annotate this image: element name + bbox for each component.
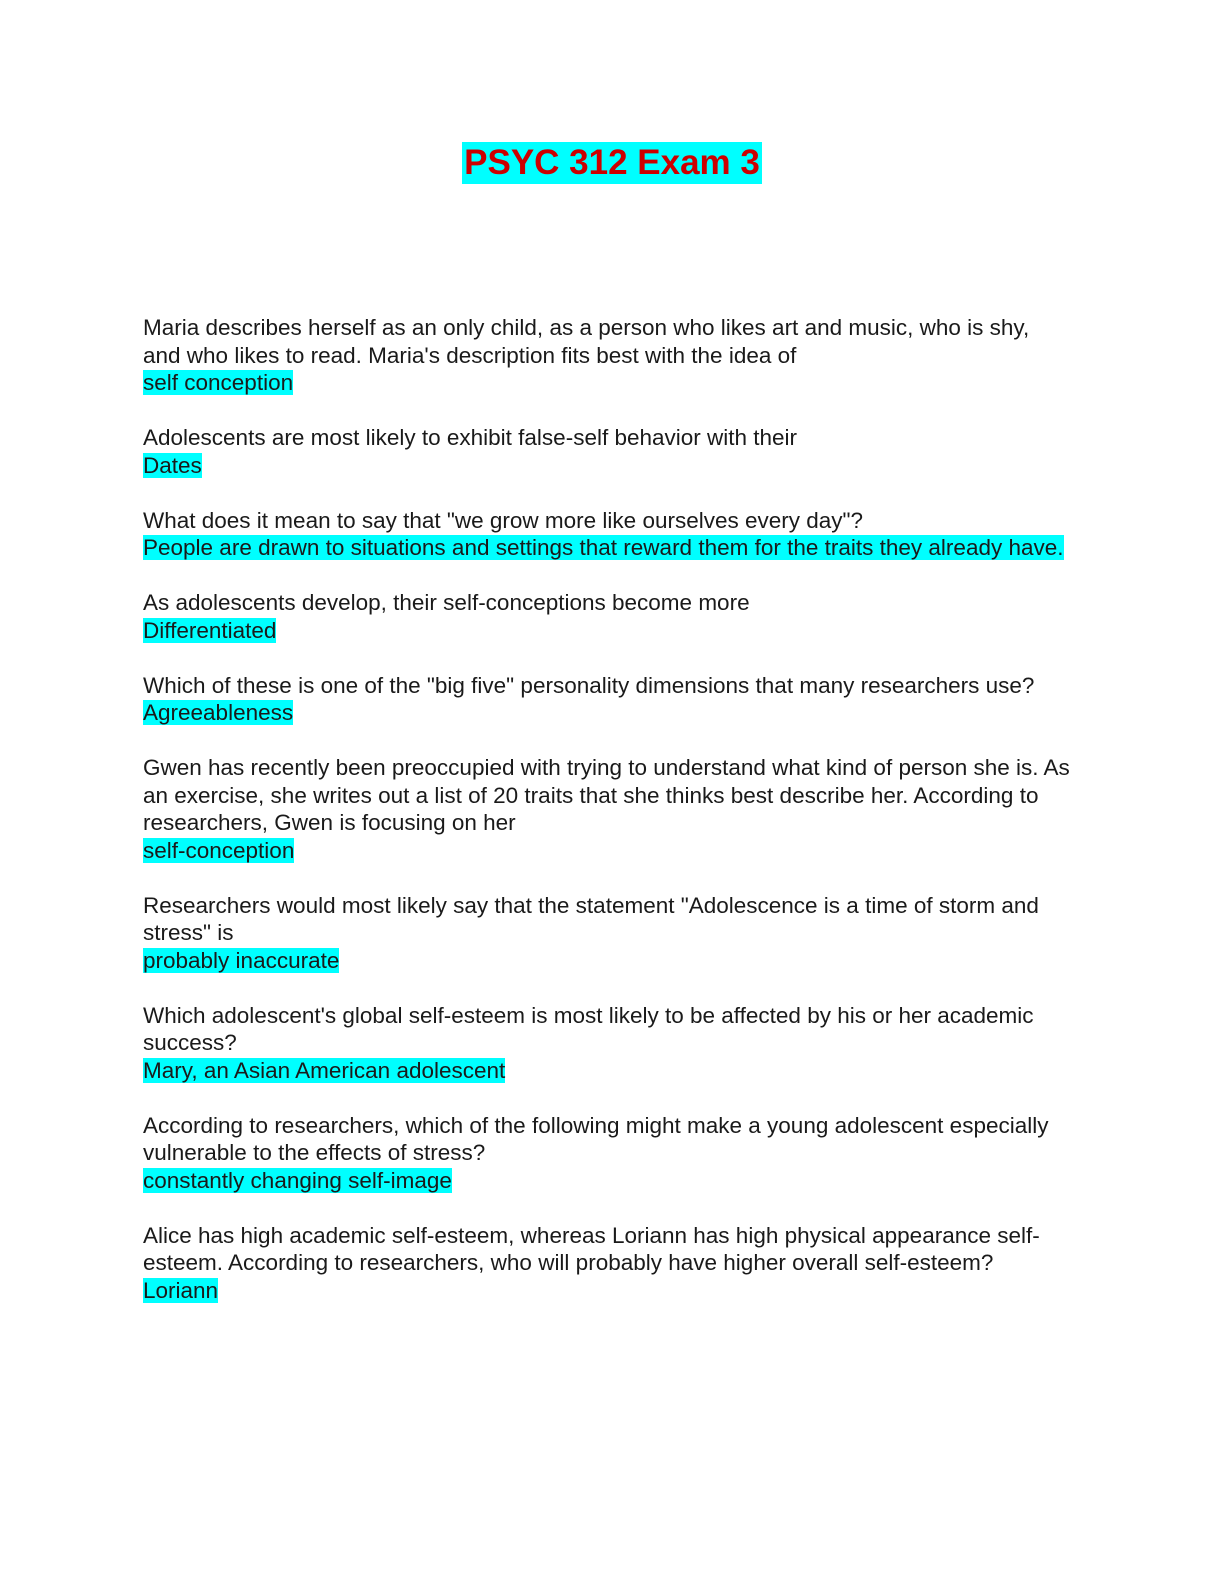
qa-item — [143, 892, 1073, 975]
answer-text: Dates — [143, 452, 202, 478]
qa-item — [143, 672, 1073, 727]
title-container — [0, 142, 1224, 184]
answer-text: probably inaccurate — [143, 947, 340, 973]
document-title: PSYC 312 Exam 3 — [464, 143, 760, 182]
answer-text: Agreeableness — [143, 700, 294, 725]
answer-text: People are drawn to situations and settings that reward them for the traits they already have. — [143, 535, 1064, 560]
qa-list — [143, 314, 1073, 1332]
answer-text: Differentiated — [143, 617, 277, 643]
question-text: According to researchers, which of the following might make a young adolescent especially vulnerable to the effects of stress? — [143, 1112, 1049, 1165]
question-text: Which adolescent's global self-esteem is most likely to be affected by his or her academic success? — [143, 1002, 1034, 1055]
question-text: Gwen has recently been preoccupied with trying to understand what kind of person she is. As an exercise, she writes out a list of 20 traits that she thinks best describe her. According to researchers, Gwen is focusing on her — [143, 755, 1070, 835]
question-text: Adolescents are most likely to exhibit false-self behavior with their — [143, 425, 798, 450]
qa-item — [143, 1222, 1073, 1305]
qa-item — [143, 424, 1073, 479]
qa-item — [143, 589, 1073, 644]
question-text: Researchers would most likely say that the statement "Adolescence is a time of storm and stress" is — [143, 892, 1039, 945]
qa-item — [143, 1112, 1073, 1195]
answer-text: Mary, an Asian American adolescent — [143, 1057, 506, 1083]
answer-text: self-conception — [143, 837, 295, 863]
answer-text: Loriann — [143, 1277, 219, 1303]
question-text: As adolescents develop, their self-conceptions become more — [143, 590, 750, 615]
question-text: What does it mean to say that "we grow more like ourselves every day"? — [143, 507, 864, 533]
qa-item — [143, 314, 1073, 397]
qa-item — [143, 1002, 1073, 1085]
qa-item — [143, 507, 1073, 562]
question-text: Alice has high academic self-esteem, whereas Loriann has high physical appearance self-esteem. According to researchers, who will probably have higher overall self-esteem? — [143, 1222, 1040, 1275]
qa-item — [143, 754, 1073, 864]
answer-text: constantly changing self-image — [143, 1167, 452, 1193]
question-text: Maria describes herself as an only child, as a person who likes art and music, who is shy, and who likes to read. Maria's description fits best with the idea of — [143, 315, 1030, 368]
question-text: Which of these is one of the "big five" personality dimensions that many researchers use? — [143, 672, 1035, 698]
answer-text: self conception — [143, 370, 294, 395]
